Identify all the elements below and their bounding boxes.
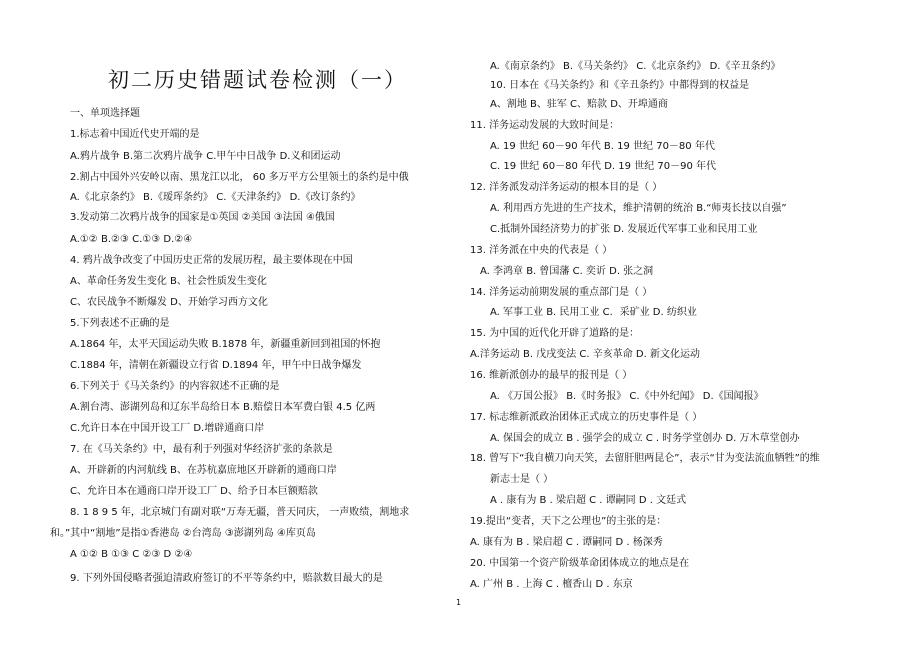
left-line: 1.标志着中国近代史开端的是 bbox=[70, 129, 200, 140]
right-line: A. 19 世纪 60－90 年代 B. 19 世纪 70－80 年代 bbox=[490, 141, 715, 152]
right-line: A. 康有为 B . 梁启超 C . 谭嗣同 D . 杨深秀 bbox=[470, 537, 663, 548]
right-line: A. 军事工业 B. 民用工业 C．采矿业 D. 纺织业 bbox=[490, 307, 697, 318]
right-line: 新志士是（ ） bbox=[490, 474, 554, 485]
left-line: 9. 下列外国侵略者强迫清政府签订的不平等条约中，赔款数目最大的是 bbox=[70, 573, 383, 584]
page-number: 1 bbox=[456, 598, 462, 607]
right-line: 17. 标志维新派政治团体正式成立的历史事件是（ ） bbox=[470, 412, 703, 423]
right-line: 18. 曾写下“我自横刀向天笑，去留肝胆两昆仑”，表示“甘为变法流血牺牲”的维 bbox=[470, 453, 820, 464]
left-line: 3.发动第二次鸦片战争的国家是①英国 ②美国 ③法国 ④俄国 bbox=[70, 212, 335, 223]
left-line: A.①② B.②③ C.①③ D.②④ bbox=[70, 234, 193, 245]
right-line: 13. 洋务派在中央的代表是（ ） bbox=[470, 245, 613, 256]
left-line: 和。”其中“割地”是指①香港岛 ②台湾岛 ③澎湖列岛 ④库页岛 bbox=[50, 528, 316, 539]
right-line: 15. 为中国的近代化开辟了道路的是： bbox=[470, 328, 640, 339]
left-line: 2.割占中国外兴安岭以南、黑龙江以北， 60 多万平方公里领土的条约是中俄 bbox=[70, 172, 409, 183]
left-line: C、农民战争不断爆发 D、开始学习西方文化 bbox=[70, 297, 268, 308]
right-line: 12. 洋务派发动洋务运动的根本目的是（ ） bbox=[470, 182, 663, 193]
left-line: 8. 1 8 9 5 年，北京城门有副对联“万寿无疆，普天同庆， 一声败绩，割地求 bbox=[70, 507, 410, 518]
left-line: 7. 在《马关条约》中，最有利于列强对华经济扩张的条款是 bbox=[70, 444, 333, 455]
right-line: A、割地 B、驻军 C、赔款 D、开埠通商 bbox=[490, 99, 668, 110]
section-heading: 一、单项选择题 bbox=[70, 108, 140, 119]
left-line: C.允许日本在中国开设工厂 D.增辟通商口岸 bbox=[70, 423, 265, 434]
right-line: C.抵制外国经济势力的扩张 D. 发展近代军事工业和民用工业 bbox=[490, 224, 758, 235]
right-line: A. 李鸿章 B. 曾国藩 C. 奕䜣 D. 张之洞 bbox=[480, 266, 654, 277]
right-line: 10. 日本在《马关条约》和《辛丑条约》中都得到的权益是 bbox=[490, 80, 750, 91]
right-line: C. 19 世纪 60－80 年代 D. 19 世纪 70－90 年代 bbox=[490, 161, 716, 172]
left-line: A ①② B ①③ C ②③ D ②④ bbox=[70, 549, 193, 560]
left-line: A、开辟新的内河航线 B、在苏杭嘉庶地区开辟新的通商口岸 bbox=[70, 465, 337, 476]
left-line: C.1884 年，清朝在新疆设立行省 D.1894 年，甲午中日战争爆发 bbox=[70, 360, 362, 371]
right-line: 14. 洋务运动前期发展的重点部门是（ ） bbox=[470, 287, 653, 298]
left-line: 4. 鸦片战争改变了中国历史正常的发展历程，最主要体现在中国 bbox=[70, 255, 353, 266]
right-line: A.洋务运动 B. 戊戌变法 C. 辛亥革命 D. 新文化运动 bbox=[470, 349, 700, 360]
right-line: 19.提出“变者，天下之公理也”的主张的是： bbox=[470, 516, 667, 527]
left-line: 6.下列关于《马关条约》的内容叙述不正确的是 bbox=[70, 381, 280, 392]
right-line: A. 广州 B . 上海 C . 檀香山 D . 东京 bbox=[470, 579, 633, 590]
left-line: A.鸦片战争 B.第二次鸦片战争 C.甲午中日战争 D.义和团运动 bbox=[70, 151, 341, 162]
right-line: 20. 中国第一个资产阶级革命团体成立的地点是在 bbox=[470, 558, 690, 569]
left-line: A.《北京条约》 B.《瑷珲条约》 C.《天津条约》 D.《改订条约》 bbox=[70, 192, 361, 203]
left-line: C、允许日本在通商口岸开设工厂 D、给予日本巨额赔款 bbox=[70, 486, 318, 497]
right-line: A. 保国会的成立 B . 强学会的成立 C . 时务学堂创办 D. 万木草堂创办 bbox=[490, 433, 800, 444]
right-line: A . 康有为 B . 梁启超 C . 谭嗣同 D . 文廷式 bbox=[490, 495, 687, 506]
right-line: A. 利用西方先进的生产技术，维护清朝的统治 B.“师夷长技以自强” bbox=[490, 203, 787, 214]
left-line: A、革命任务发生变化 B、社会性质发生变化 bbox=[70, 276, 267, 287]
right-line: A.《南京条约》 B.《马关条约》 C.《北京条约》 D.《辛丑条约》 bbox=[490, 61, 781, 72]
left-line: A.割台湾、澎湖列岛和辽东半岛给日本 B.赔偿日本军费白银 4.5 亿两 bbox=[70, 402, 376, 413]
right-line: 16. 维新派创办的最早的报刊是（ ） bbox=[470, 370, 633, 381]
left-line: 5.下列表述不正确的是 bbox=[70, 318, 170, 329]
exam-title: 初二历史错题试卷检测（一） bbox=[108, 68, 407, 92]
right-line: A. 《万国公报》 B.《时务报》 C.《中外纪闻》 D.《国闻报》 bbox=[490, 391, 764, 402]
right-line: 11. 洋务运动发展的大致时间是： bbox=[470, 120, 620, 131]
left-line: A.1864 年，太平天国运动失败 B.1878 年，新疆重新回到祖国的怀抱 bbox=[70, 339, 381, 350]
